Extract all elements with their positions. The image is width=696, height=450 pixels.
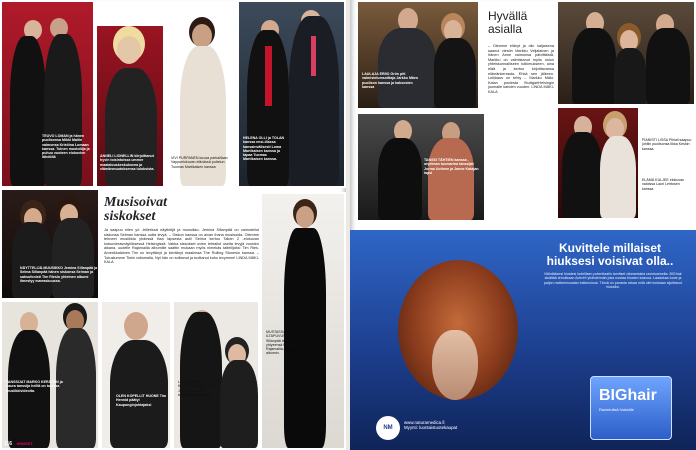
ad-copy: Nähdäksesi hiustesi todellisen potentiaalin tarvitset oikeanlaisia ravintoaineita. BIGhair sisältää tehokkaan ActivHI yhdistelmän joka nostaa hiusten kasvua. Laadukas tuote ja paljon ravitsemusalan tutkimuksia. Tämä on parasta rahaa mitä olet koskaan sijoittanut hiuksiisi. [543, 272, 683, 290]
caption-right-1: LAULAJA ERIIO Grön piti valmistelumsoittaja Jarkko Mäen puolison kanssa ja kaksosten kanssa [362, 72, 419, 89]
photo-tuxedo-men [356, 112, 486, 222]
photo-two-women [0, 188, 100, 300]
product-name: BIGhair [599, 387, 657, 404]
photo-dancers [0, 300, 100, 450]
page-number-left [4, 441, 33, 447]
product-subtitle: Ravintolisä hiuksille [599, 407, 634, 412]
photo-woman-black-gown [260, 192, 346, 450]
photo-older-couple [556, 106, 640, 220]
photo-couple-red-carpet [0, 0, 95, 188]
photo-couple-scarf [237, 0, 346, 188]
ad-model-face [432, 330, 478, 400]
caption-left-6: TANSSIJAT MARKO KERÄNEN ja Laura tanssija heillä on tulossa musiikkivideoita. [6, 380, 63, 393]
photo-man-shaved [100, 300, 172, 450]
ad-headline: Kuvittele millaiset hiuksesi voisivat olla.. [546, 241, 674, 268]
caption-right-4: ELÄMÄ KULJEE elokuvan valoissa Lauri Lehtosen kanssa [642, 178, 685, 191]
left-headline: Musisoivat siskokset [104, 195, 168, 224]
caption-left-9: MUSTASSA ILTAPUVUSSA Jo Sillanpää teki yhtyeensä kanssa Rajamailla-albumin. [266, 330, 295, 356]
section-label: IHMISET [16, 441, 33, 446]
caption-left-7: OLEN KOPELLIT HUONE Tim Hennid päätyi Kaupunginjohtajaksi [116, 394, 167, 407]
photo-man-and-boy [172, 300, 260, 450]
caption-left-2: ANNELI LIONELLIN kiirjoittanut hyvin toisintoissa ummer maatalouskeskuksena ja elämänmuutoksensa tuloksista. [100, 154, 155, 171]
right-body-text: – Olemme elänyt ja olin kaljaisena saanut viestin Markku Veijalainen ja hänen Anne vaimonsa päivittäistä. Markku on valmistanut myös osion yhteiskunnalliseen tutkimukseen, aina elää ja kertoo kirjoittavansa elämänkerrasta. Ehkä sen jälkeen. Leikkaus on tehty – Markku Mäki-Kalan puolesta StuttgartHelsingin juomalle kahden vuoden. LINDA MÄKI-KALA [488, 44, 554, 94]
caption-right-3: PIANISTI LISSA Pihlali saapuu juhliin puolisonsa Ilkka Keskin kanssa. [642, 138, 692, 151]
page-number: 116 [4, 441, 13, 447]
left-page [0, 0, 346, 450]
right-headline: Hyvällä asialla [488, 9, 528, 36]
caption-left-4: HELENA OLLI ja TOLAN kanssa ensi-illassa kansainvälisesti Loma Martikaisen kanssa ja tapaa Tuomas Martikaisen kanssa. [243, 136, 285, 162]
photo-woman-dark-hair [166, 8, 236, 188]
photo-couple-event [356, 0, 480, 110]
caption-left-5: NÄYTTELIJÄ-MUUSIKKO Jemina Sillanpää ja Selma Sillanpää hänen siskonsa Selman ja saksofonisti Tim Riesin yhteinen albumi ilmestyy marraskuussa. [20, 266, 98, 283]
left-body-text: Ja saapuu eilen yö -trillerissä näyttelijä ja muusikko. Jemina Sillanpää on vaimoteliut siskonsa Selman kanssa uutta levyä. – Siskon kanssa on aivan ihana musisoida. Olemme tehneet musiikkia yhdessä ihan lapsesta asti! Selma kertoo Taken 2 -elokuvan kutsuvierasnäytöksessä Helsingissä. Vakka siskokset ovien tehtailut useita levyjä vuosien aikana, uudelle Rajamailla albumille saattin mukaan myös nimekäs taiteilijoita: Tim Ries. Amerikkalainen Tim on levyttänyt ja kiertänyt maailmaa The Rolling Stonesin kanssa. – Tutustumme Timin rattumalla. Nyt hän on soittanut ja tuottanut koko levymme! LINDA MÄKI-KALA [104, 228, 259, 265]
ad-stockist: Myynti: luontaistuotekaupat [404, 425, 458, 431]
ad-website: www.naturamedica.fi [404, 420, 445, 425]
photo-blonde-woman [95, 24, 165, 188]
photo-tuxedo-couple [556, 0, 696, 106]
ad-url [404, 420, 457, 431]
caption-left-3: VIVI PURPANEN kuvaa parhaillaan Vappuelokuvan elävässä puhelun Tuomas Martikaisen kanssa [171, 156, 228, 169]
product-package [590, 376, 672, 440]
bighair-advertisement [350, 230, 696, 450]
caption-left-8: LUULTAVASTI KILJATTOMASTA tuttu Jussi Chydenius tanssiesitys elokuvaa. [178, 380, 215, 397]
naturamedica-logo: NM [376, 416, 400, 440]
caption-left-1: TEUVO LOMAN ja hänen puolisonsa Mikki Mallin vaimonsa Kristiina Lomaan kanssa. Toinen muotoilija ja puhuu vuoteen elokuvien lähdöllä [42, 134, 90, 160]
caption-right-2: TANSSI TÄHTIEN kanssa -ohjelman tuomarina tanssijat Jorma Uotinen ja Janne Katajan lapsi [424, 158, 479, 175]
right-page [350, 0, 696, 450]
